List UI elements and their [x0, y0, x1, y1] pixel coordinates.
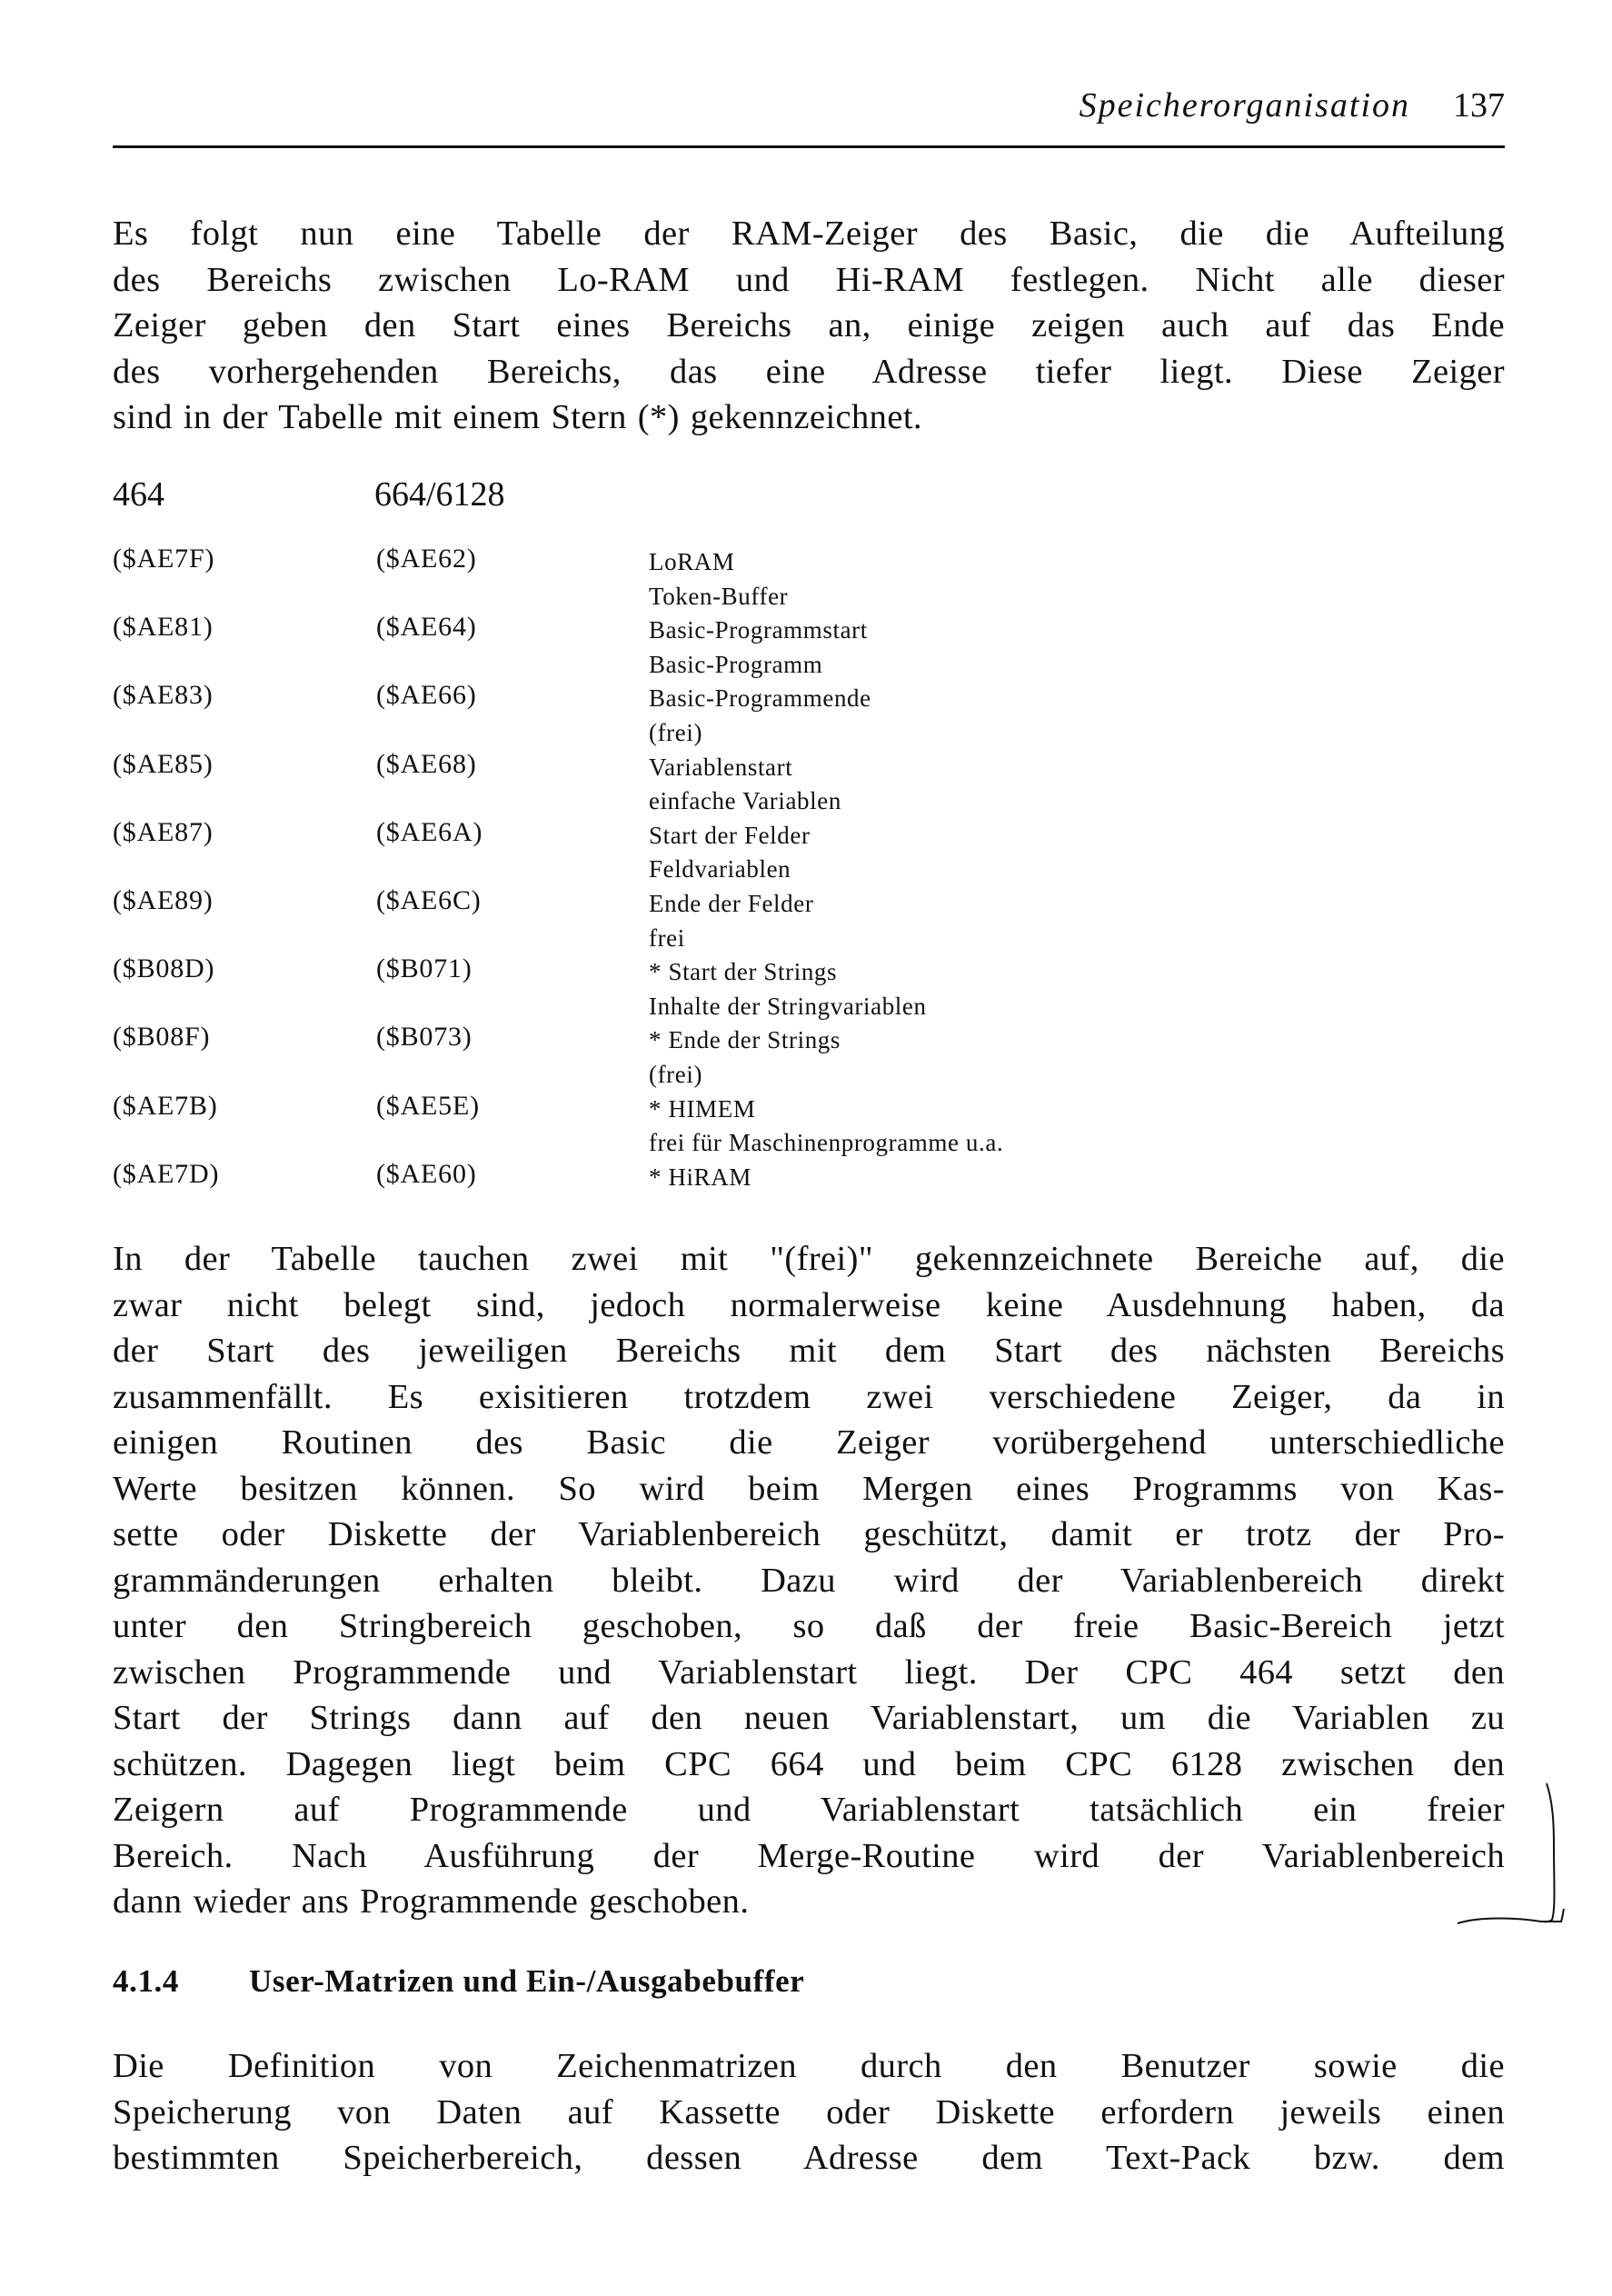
text-line: Start der Strings dann auf den neuen Variablenstart, um die Variablen zu: [113, 1699, 1505, 1737]
text-line: der Start des jeweiligen Bereichs mit dem Start des nächsten Bereichs: [113, 1332, 1505, 1370]
table-row: [113, 680, 1294, 748]
region-name: Token-Buffer: [649, 582, 789, 610]
address-464: ($AE89): [113, 884, 214, 915]
pointer-name: Start der Felder: [649, 821, 811, 849]
region-name: einfache Variablen: [649, 787, 841, 815]
address-664-6128: ($AE62): [376, 544, 477, 574]
pointer-name: * Start der Strings: [649, 958, 838, 986]
table-row: [113, 1022, 1294, 1090]
explanation-paragraph: [113, 1236, 1505, 1925]
margin-bracket-base: [1454, 1909, 1567, 1931]
table-row: [113, 885, 1294, 953]
address-464: ($B08D): [113, 953, 215, 984]
address-664-6128: ($AE60): [376, 1158, 477, 1189]
text-line: des Bereichs zwischen Lo-RAM und Hi-RAM festlegen. Nicht alle dieser: [113, 260, 1505, 299]
address-664-6128: ($AE68): [376, 748, 477, 779]
region-name: (frei): [649, 1060, 703, 1088]
address-464: ($AE81): [113, 612, 214, 643]
region-name: Feldvariablen: [649, 855, 791, 883]
address-464: ($AE7F): [113, 544, 215, 574]
intro-paragraph: [113, 211, 1505, 441]
page-header: [113, 82, 1505, 145]
text-line: dann wieder ans Programmende geschoben.: [113, 1882, 750, 1921]
text-line: des vorhergehenden Bereichs, das eine Adresse tiefer liegt. Diese Zeiger: [113, 352, 1505, 391]
table-row: [113, 749, 1294, 817]
text-line: bestimmten Speicherbereich, dessen Adresse dem Text-Pack bzw. dem: [113, 2139, 1505, 2177]
address-664-6128: ($B073): [376, 1022, 473, 1053]
text-line: Zeigern auf Programmende und Variablenstart tatsächlich ein freier: [113, 1791, 1505, 1829]
text-line: sette oder Diskette der Variablenbereich geschützt, damit er trotz der Pro-: [113, 1515, 1505, 1553]
region-name: Basic-Programm: [649, 650, 823, 678]
pointer-name: * Ende der Strings: [649, 1026, 841, 1054]
pointer-name: Basic-Programmstart: [649, 616, 868, 644]
address-464: ($AE83): [113, 680, 214, 711]
pointer-name: * HIMEM: [649, 1094, 756, 1123]
text-line: schützen. Dagegen liegt beim CPC 664 und beim CPC 6128 zwischen den: [113, 1744, 1505, 1783]
pointer-name: Ende der Felder: [649, 889, 814, 917]
table-row: [113, 544, 1294, 612]
address-664-6128: ($AE64): [376, 612, 477, 643]
text-line: Die Definition von Zeichenmatrizen durch den Benutzer sowie die: [113, 2047, 1505, 2085]
section-number: 4.1.4: [113, 1963, 179, 1999]
region-name: (frei): [649, 718, 703, 746]
address-464: ($AE7D): [113, 1158, 220, 1189]
text-line: grammänderungen erhalten bleibt. Dazu wird der Variablenbereich direkt: [113, 1561, 1505, 1600]
text-line: Es folgt nun eine Tabelle der RAM-Zeiger des Basic, die die Aufteilung: [113, 215, 1505, 253]
text-line: Werte besitzen können. So wird beim Mergen eines Programms von Kas-: [113, 1469, 1505, 1508]
table-row: [113, 612, 1294, 680]
column-header-664-6128: 664/6128: [374, 475, 505, 514]
address-464: ($AE85): [113, 748, 214, 779]
pointer-table: [113, 544, 1294, 1227]
address-664-6128: ($AE66): [376, 680, 477, 711]
text-line: sind in der Tabelle mit einem Stern (*) gekennzeichnet.: [113, 398, 922, 436]
margin-bracket-mark: [1545, 1782, 1567, 1927]
page-number: 137: [1453, 86, 1505, 125]
text-line: Bereich. Nach Ausführung der Merge-Routine wird der Variablenbereich: [113, 1836, 1505, 1875]
section-title: User-Matrizen und Ein-/Ausgabebuffer: [249, 1963, 805, 1999]
running-title: Speicherorganisation: [1079, 86, 1410, 125]
address-664-6128: ($AE5E): [376, 1090, 480, 1121]
pointer-name: * HiRAM: [649, 1163, 751, 1191]
column-header-464: 464: [113, 475, 164, 514]
section-paragraph: [113, 2043, 1505, 2181]
address-664-6128: ($AE6A): [376, 816, 483, 847]
text-line: einigen Routinen des Basic die Zeiger vorübergehend unterschiedliche: [113, 1423, 1505, 1462]
region-name: frei für Maschinenprogramme u.a.: [649, 1129, 1004, 1157]
table-row: [113, 1159, 1294, 1227]
pointer-name: Variablenstart: [649, 753, 793, 781]
table-row: [113, 1091, 1294, 1159]
pointer-name: LoRAM: [649, 548, 735, 575]
text-line: unter den Stringbereich geschoben, so daß der freie Basic-Bereich jetzt: [113, 1607, 1505, 1645]
address-664-6128: ($B071): [376, 953, 473, 984]
region-name: Inhalte der Stringvariablen: [649, 992, 927, 1020]
text-line: Zeiger geben den Start eines Bereichs an, einige zeigen auch auf das Ende: [113, 306, 1505, 344]
text-line: In der Tabelle tauchen zwei mit "(frei)" gekennzeichnete Bereiche auf, die: [113, 1240, 1505, 1278]
section-heading: [113, 1963, 804, 2000]
text-line: zwar nicht belegt sind, jedoch normalerweise keine Ausdehnung haben, da: [113, 1285, 1505, 1324]
address-464: ($AE87): [113, 816, 214, 847]
text-line: Speicherung von Daten auf Kassette oder Diskette erfordern jeweils einen: [113, 2092, 1505, 2131]
text-line: zwischen Programmende und Variablenstart liegt. Der CPC 464 setzt den: [113, 1652, 1505, 1692]
header-rule: [113, 145, 1505, 148]
address-464: ($B08F): [113, 1022, 211, 1053]
region-name: frei: [649, 923, 685, 952]
address-464: ($AE7B): [113, 1090, 218, 1121]
text-line: zusammenfällt. Es exisitieren trotzdem zwei verschiedene Zeiger, da in: [113, 1377, 1505, 1416]
pointer-name: Basic-Programmende: [649, 684, 871, 713]
table-row: [113, 817, 1294, 885]
table-row: [113, 953, 1294, 1022]
address-664-6128: ($AE6C): [376, 884, 482, 915]
